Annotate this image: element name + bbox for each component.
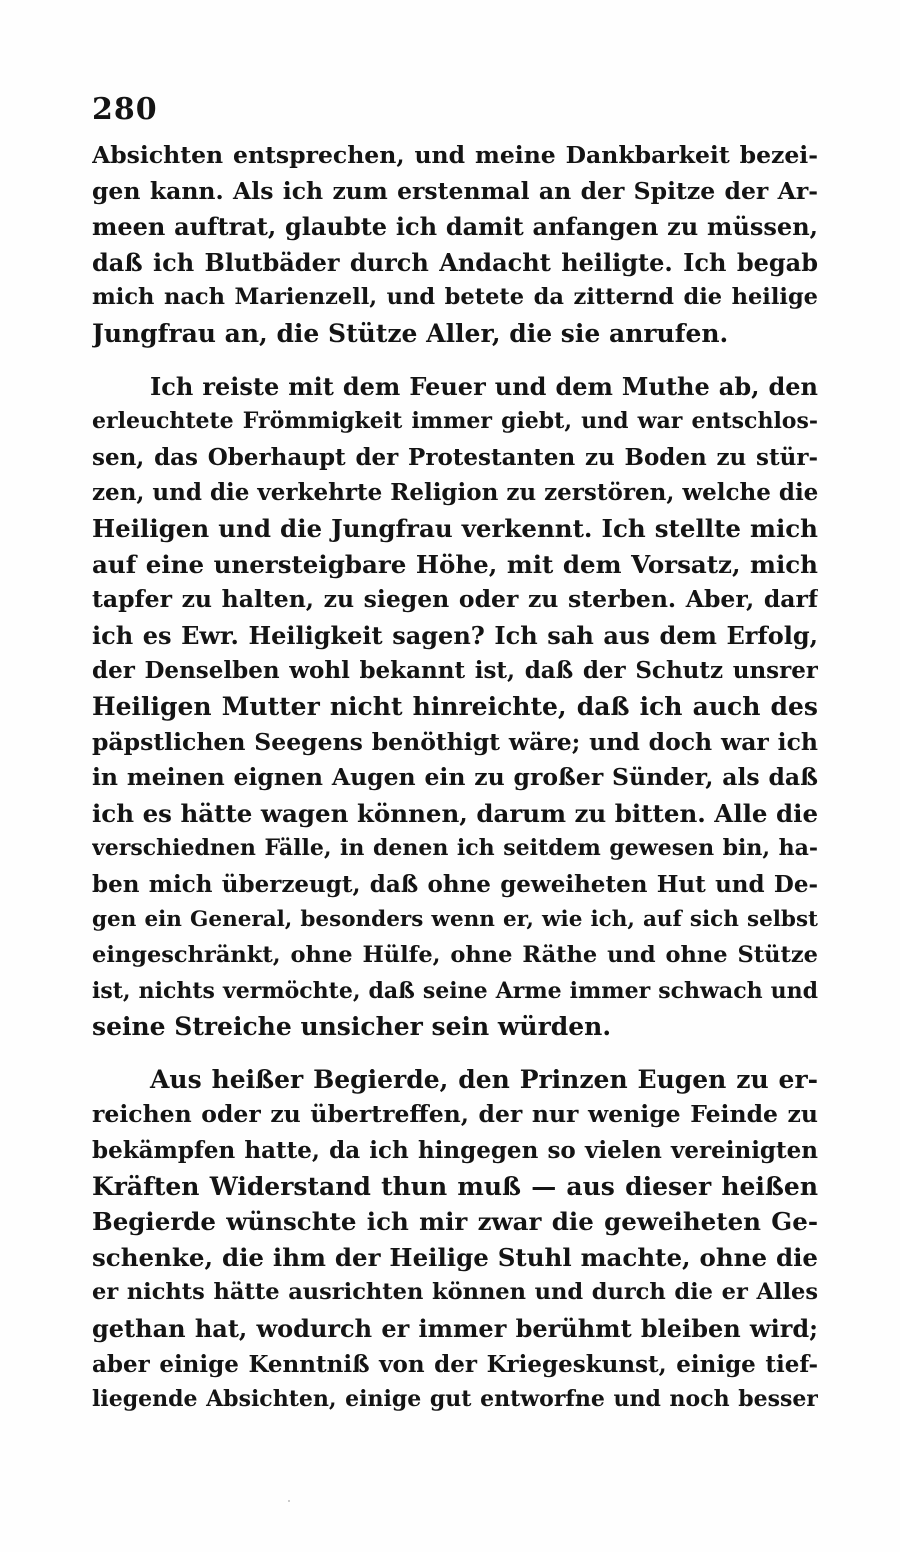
text-line: erleuchtete Frömmigkeit immer giebt, und war entschlos- <box>92 408 818 435</box>
text-line: gen kann. Als ich zum erstenmal an der Spitze der Ar- <box>92 176 818 205</box>
text-line: zen, und die verkehrte Religion zu zerstören, welche die <box>92 479 818 507</box>
text-line: ich es hätte wagen können, darum zu bitten. Alle die <box>92 798 818 828</box>
page-number: 280 <box>92 92 158 127</box>
text-line: seine Streiche unsicher sein würden. <box>92 1012 612 1042</box>
text-line: reichen oder zu übertreffen, der nur wenige Feinde zu <box>92 1100 818 1129</box>
text-line: Aus heißer Begierde, den Prinzen Eugen zu er- <box>150 1064 818 1094</box>
text-line: Jungfrau an, die Stütze Aller, die sie anrufen. <box>92 318 729 348</box>
text-line: verschiednen Fälle, in denen ich seitdem gewesen bin, ha- <box>92 835 818 862</box>
text-line: Kräften Widerstand thun muß — aus dieser heißen <box>92 1171 818 1201</box>
text-line: auf eine unersteigbare Höhe, mit dem Vorsatz, mich <box>92 549 818 579</box>
paragraph-1 <box>92 138 818 352</box>
text-line: Absichten entsprechen, und meine Dankbarkeit bezei- <box>92 141 818 169</box>
text-line: ich es Ewr. Heiligkeit sagen? Ich sah aus dem Erfolg, <box>92 620 818 650</box>
text-line: sen, das Oberhaupt der Protestanten zu Boden zu stür- <box>92 443 818 471</box>
text-line: päpstlichen Seegens benöthigt wäre; und doch war ich <box>92 727 818 756</box>
text-line: eingeschränkt, ohne Hülfe, ohne Räthe und ohne Stütze <box>92 942 818 969</box>
text-line: der Denselben wohl bekannt ist, daß der Schutz unsrer <box>92 657 818 685</box>
text-line: daß ich Blutbäder durch Andacht heiligte. Ich begab <box>92 247 818 277</box>
body-text <box>92 138 818 1418</box>
text-line: er nichts hätte ausrichten können und durch die er Alles <box>92 1279 818 1306</box>
text-line: in meinen eignen Augen ein zu großer Sünder, als daß <box>92 763 818 792</box>
text-line: gethan hat, wodurch er immer berühmt bleiben wird; <box>92 1314 818 1343</box>
paper-speck <box>288 1500 290 1502</box>
text-line: tapfer zu halten, zu siegen oder zu sterben. Aber, darf <box>92 585 818 614</box>
paragraph-gap <box>92 1045 818 1062</box>
text-line: bekämpfen hatte, da ich hingegen so vielen vereinigten <box>92 1137 818 1165</box>
text-line: Heiligen Mutter nicht hinreichte, daß ich auch des <box>92 691 818 721</box>
text-line: ist, nichts vermöchte, daß seine Arme immer schwach und <box>92 977 818 1004</box>
text-line: gen ein General, besonders wenn er, wie ich, auf sich selbst <box>92 907 818 933</box>
text-line: ben mich überzeugt, daß ohne geweiheten Hut und De- <box>92 870 818 898</box>
paragraph-2 <box>92 369 818 1045</box>
text-line: meen auftrat, glaubte ich damit anfangen zu müssen, <box>92 212 818 242</box>
text-line: Begierde wünschte ich mir zwar die geweiheten Ge- <box>92 1207 818 1237</box>
text-line: Ich reiste mit dem Feuer und dem Muthe ab, den <box>150 371 818 401</box>
text-line: liegende Absichten, einige gut entworfne und noch besser <box>92 1386 818 1413</box>
paragraph-gap <box>92 352 818 369</box>
text-line: schenke, die ihm der Heilige Stuhl machte, ohne die <box>92 1242 818 1272</box>
paragraph-3 <box>92 1062 818 1418</box>
text-line: Heiligen und die Jungfrau verkennt. Ich stellte mich <box>92 513 818 543</box>
text-line: aber einige Kenntniß von der Kriegeskunst, einige tief- <box>92 1350 818 1378</box>
text-line: mich nach Marienzell, und betete da zitternd die heilige <box>92 284 818 311</box>
